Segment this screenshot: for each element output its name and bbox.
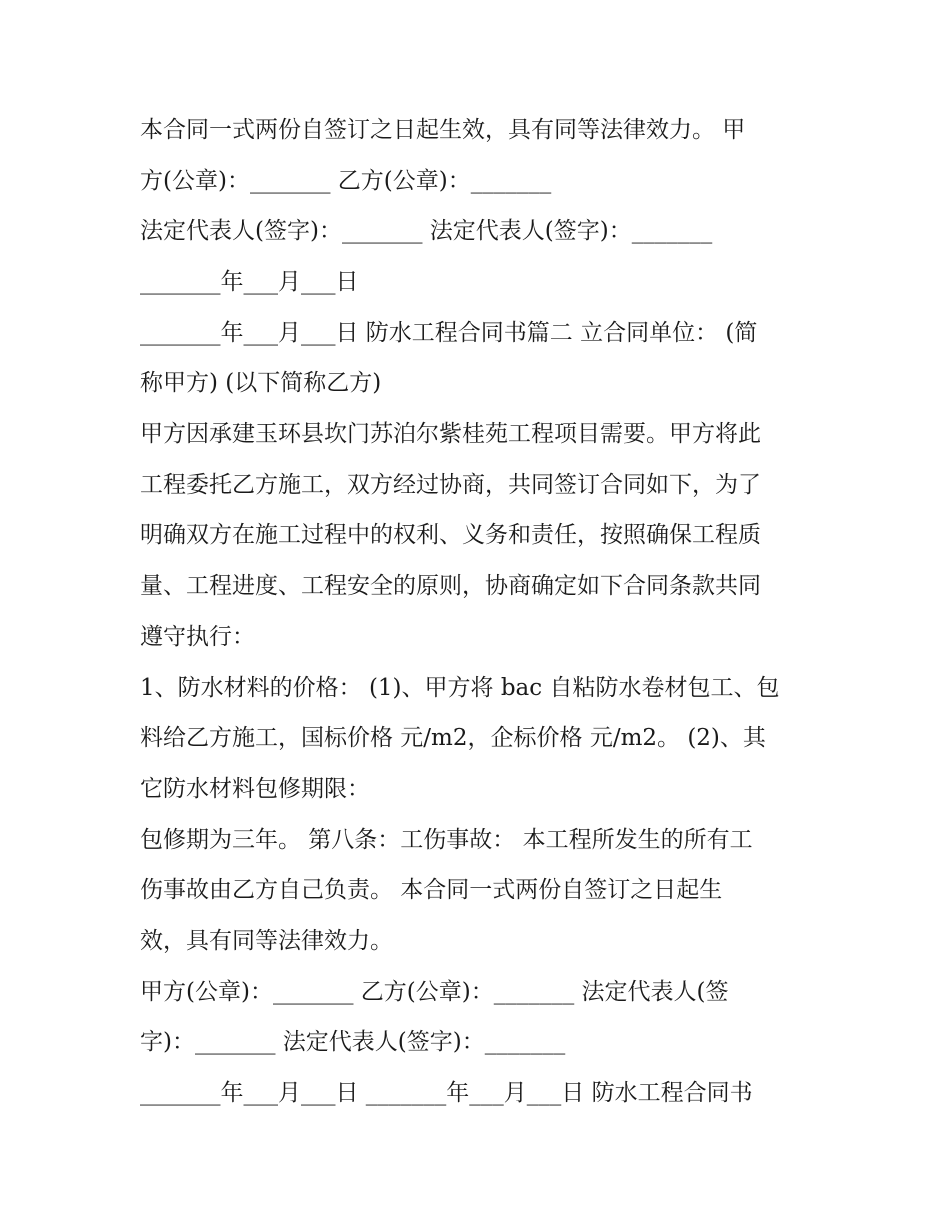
text-line: 方(公章)：_______ 乙方(公章)：_______	[140, 168, 552, 194]
text-line: 明确双方在施工过程中的权利、义务和责任，按照确保工程质	[140, 522, 761, 548]
text-line: 量、工程进度、工程安全的原则，协商确定如下合同条款共同	[140, 573, 761, 599]
text-line: 1、防水材料的价格： (1)、甲方将 bac 自粘防水卷材包工、包	[140, 675, 780, 701]
text-line: _______年___月___日 _______年___月___日 防水工程合同书	[140, 1080, 753, 1106]
text-line: _______年___月___日	[140, 269, 359, 295]
text-line: 它防水材料包修期限：	[140, 776, 370, 802]
text-line: 伤事故由乙方自己负责。 本合同一式两份自签订之日起生	[140, 877, 723, 903]
text-line: 法定代表人(签字)：_______ 法定代表人(签字)：_______	[140, 218, 713, 244]
text-line: 遵守执行：	[140, 624, 255, 650]
text-line: 包修期为三年。 第八条：工伤事故： 本工程所发生的所有工	[140, 827, 753, 853]
text-line: 称甲方) (以下简称乙方)	[140, 370, 382, 396]
text-line: 效，具有同等法律效力。	[140, 928, 393, 954]
text-line: 字)：_______ 法定代表人(签字)：_______	[140, 1029, 566, 1055]
text-line: _______年___月___日 防水工程合同书篇二 立合同单位： (简	[140, 320, 758, 346]
text-line: 甲方(公章)：_______ 乙方(公章)：_______ 法定代表人(签	[140, 979, 729, 1005]
text-line: 甲方因承建玉环县坎门苏泊尔紫桂苑工程项目需要。甲方将此	[140, 421, 761, 447]
text-line: 料给乙方施工，国标价格 元/m2，企标价格 元/m2。 (2)、其	[140, 725, 766, 751]
text-line: 工程委托乙方施工，双方经过协商，共同签订合同如下，为了	[140, 472, 761, 498]
text-line: 本合同一式两份自签订之日起生效，具有同等法律效力。 甲	[140, 117, 746, 143]
